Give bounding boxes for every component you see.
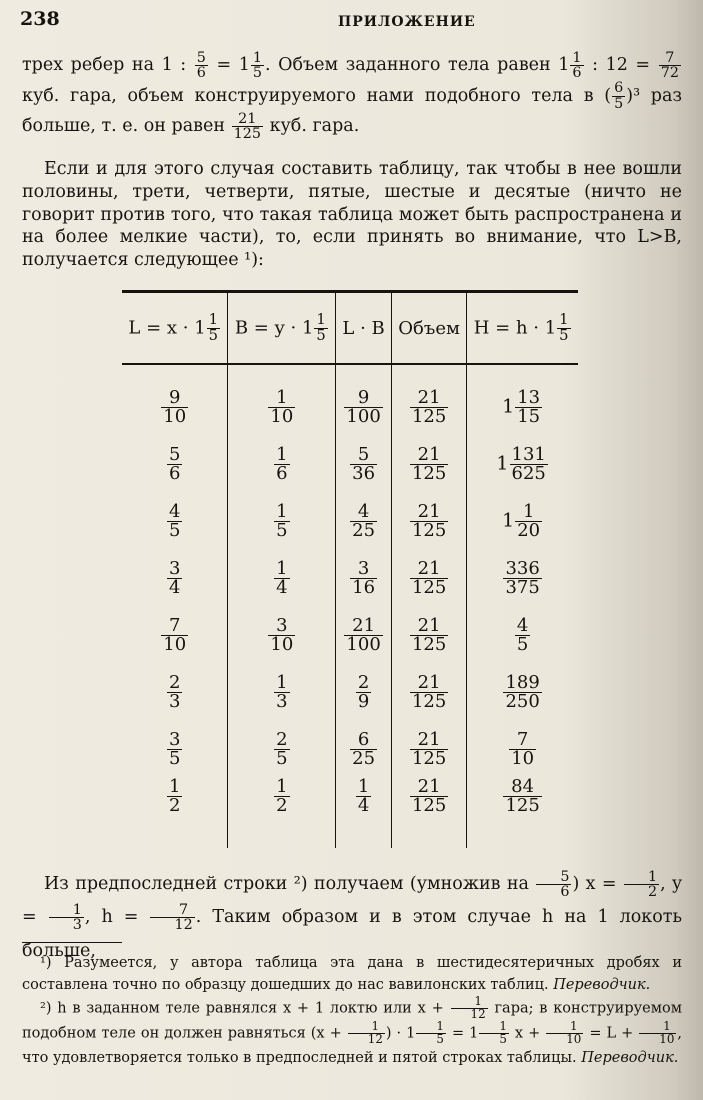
cell-width: [228, 493, 336, 550]
cell-area: [336, 493, 392, 550]
fraction: $\frac{1}{10}$: [270, 387, 294, 427]
cell-height: [467, 778, 578, 848]
paragraph-table-intro: Если и для этого случая составить таблицу, так чтобы в нее вошли половины, трети, четверти, пятые, шестые и десятые (ничто не говорит против того, что такая таблица может быть распространена и на более мелкие части), то, если принять во внимание, что L>B, получается следующее ¹):: [22, 159, 682, 270]
paragraph-volume: трех ребер на 1 : $\frac{5}{6}$ = 1 $\frac{1}{5}$ . Объем заданного тела равен 1 $\frac{1}{6}$ : 12 = $\frac{7}{72}$ куб. гара, объем конструируемого нами подобного тела в ( $\frac{6}{5}$ )³ раз больше, т. е. он равен $\frac{21}{125}$ куб. гара.: [22, 49, 682, 143]
fraction: $\frac{21}{125}$: [411, 729, 447, 769]
cell-area: [336, 664, 392, 721]
footnote-divider: [22, 942, 122, 943]
fraction: $\frac{1}{10}$: [639, 1021, 676, 1046]
fraction: $\frac{4}{25}$: [352, 501, 376, 541]
cell-area: [336, 550, 392, 607]
fraction: $\frac{7}{72}$: [660, 49, 679, 81]
fraction: $\frac{1}{3}$: [49, 903, 84, 933]
fraction: $\frac{1}{5}$: [276, 501, 288, 541]
fraction: $\frac{1}{6}$: [276, 444, 288, 484]
whole-part: 1: [496, 452, 509, 475]
fraction: $\frac{9}{100}$: [346, 387, 381, 427]
cell-area: [336, 379, 392, 436]
whole-part: 1: [502, 395, 515, 418]
fraction: $\frac{2}{5}$: [276, 729, 288, 769]
fraction: $\frac{21}{125}$: [411, 672, 447, 712]
whole-part: 1: [502, 509, 515, 532]
running-title: ПРИЛОЖЕНИЕ: [338, 14, 476, 30]
cell-area: [336, 607, 392, 664]
fraction: $\frac{1}{12}$: [451, 996, 488, 1021]
fraction: $\frac{21}{125}$: [411, 501, 447, 541]
cell-height: [467, 493, 578, 550]
fractions-table: [122, 290, 578, 848]
cell-width: [228, 607, 336, 664]
cell-width: [228, 664, 336, 721]
fraction: $\frac{6}{25}$: [352, 729, 376, 769]
fraction: $\frac{1}{12}$: [348, 1021, 385, 1046]
header-length: L = x · 1 $\frac{1}{5}$: [122, 292, 228, 365]
fraction: $\frac{21}{125}$: [411, 387, 447, 427]
translator-credit: Переводчик.: [553, 977, 651, 994]
cell-length: [122, 436, 228, 493]
fraction: $\frac{4}{5}$: [516, 615, 529, 655]
cell-volume: [392, 721, 467, 778]
fraction: $\frac{5}{36}$: [352, 444, 376, 484]
cell-volume: [392, 778, 467, 848]
cell-area: [336, 778, 392, 848]
fraction: $\frac{1}{4}$: [357, 776, 370, 816]
fraction: $\frac{3}{5}$: [169, 729, 181, 769]
fraction: $\frac{1}{4}$: [276, 558, 288, 598]
cell-volume: [392, 493, 467, 550]
cell-width: [228, 436, 336, 493]
fraction: $\frac{1}{2}$: [169, 776, 181, 816]
cell-height: [467, 550, 578, 607]
table-row: [122, 664, 578, 721]
fraction: $\frac{1}{5}$: [479, 1021, 509, 1046]
table-row: [122, 493, 578, 550]
fraction: $\frac{1}{5}$: [416, 1021, 446, 1046]
cell-width: [228, 550, 336, 607]
fraction: $\frac{21}{125}$: [233, 110, 261, 143]
fraction: $\frac{7}{10}$: [511, 729, 535, 769]
cell-length: [122, 664, 228, 721]
fraction: $\frac{1}{10}$: [546, 1021, 583, 1046]
fraction: $\frac{2}{9}$: [357, 672, 370, 712]
fraction: $\frac{84}{125}$: [505, 776, 540, 816]
table-row: [122, 607, 578, 664]
fraction: $\frac{6}{5}$: [614, 80, 624, 112]
table-row: [122, 550, 578, 607]
header-height: H = h · 1 $\frac{1}{5}$: [467, 292, 578, 365]
cell-width: [228, 379, 336, 436]
table-row: [122, 721, 578, 778]
cell-volume: [392, 550, 467, 607]
table-header-row: [122, 292, 578, 365]
fraction: $\frac{1}{5}$: [252, 49, 262, 81]
fraction: $\frac{9}{10}$: [163, 387, 187, 427]
fraction: $\frac{5}{6}$: [536, 870, 571, 900]
fraction: $\frac{21}{125}$: [411, 558, 447, 598]
page-header: [20, 4, 680, 34]
fraction: $\frac{336}{375}$: [505, 558, 540, 598]
cell-area: [336, 721, 392, 778]
fraction: $\frac{13}{15}$: [517, 387, 541, 427]
table-row: [122, 436, 578, 493]
fraction: $\frac{21}{125}$: [411, 776, 447, 816]
fraction: $\frac{1}{6}$: [572, 49, 582, 81]
fraction: $\frac{3}{16}$: [352, 558, 376, 598]
header-volume: Объем: [392, 292, 467, 365]
translator-credit: Переводчик.: [581, 1050, 679, 1067]
cell-area: [336, 436, 392, 493]
page-number: 238: [20, 8, 60, 30]
fraction: $\frac{4}{5}$: [169, 501, 181, 541]
cell-length: [122, 607, 228, 664]
fraction: $\frac{21}{100}$: [346, 615, 381, 655]
fraction: $\frac{7}{12}$: [150, 903, 194, 933]
cell-length: [122, 379, 228, 436]
fraction: $\frac{7}{10}$: [163, 615, 187, 655]
cell-height: [467, 664, 578, 721]
fraction: $\frac{5}{6}$: [196, 49, 206, 81]
cell-width: [228, 778, 336, 848]
fraction: $\frac{21}{125}$: [411, 615, 447, 655]
header-area: L · B: [336, 292, 392, 365]
fraction: $\frac{2}{3}$: [169, 672, 181, 712]
cell-volume: [392, 607, 467, 664]
fraction: $\frac{1}{2}$: [624, 870, 659, 900]
table-row: [122, 778, 578, 848]
footnote-1: ¹) Разумеется, у автора таблица эта дана в шестидесятеричных дробях и составлена точно по образцу дошедших до нас вавилонских таблиц. Переводчик.: [22, 955, 682, 994]
cell-volume: [392, 436, 467, 493]
cell-volume: [392, 664, 467, 721]
fraction: $\frac{1}{20}$: [517, 501, 541, 541]
footnote-2: ²) h в заданном теле равнялся x + 1 локтю или x + $\frac{1}{12}$ гара; в конструируемом подобном теле он должен равняться (x + $\frac{1}{12}$ ) · 1 $\frac{1}{5}$ = 1 $\frac{1}{5}$ x + $\frac{1}{10}$ = L + $\frac{1}{10}$ , что удовлетворяется только в предпоследней и пятой строках таблицы. Переводчик.: [22, 994, 683, 1067]
fraction: $\frac{3}{10}$: [270, 615, 294, 655]
cell-height: [467, 436, 578, 493]
fraction: $\frac{5}{6}$: [169, 444, 181, 484]
cell-width: [228, 721, 336, 778]
cell-height: [467, 607, 578, 664]
table-row: [122, 379, 578, 436]
paragraph-result: Из предпоследней строки ²) получаем (умножив на $\frac{5}{6}$ ) x = $\frac{1}{2}$ , y = $\frac{1}{3}$ , h = $\frac{7}{12}$ . Таким образом и в этом случае h на 1 локоть больше,: [22, 868, 682, 961]
cell-height: [467, 379, 578, 436]
fraction: $\frac{21}{125}$: [411, 444, 447, 484]
fraction: $\frac{131}{625}$: [511, 444, 546, 484]
cell-length: [122, 721, 228, 778]
cell-volume: [392, 379, 467, 436]
fraction: $\frac{189}{250}$: [505, 672, 540, 712]
cell-length: [122, 493, 228, 550]
fraction: $\frac{1}{3}$: [276, 672, 288, 712]
header-width: B = y · 1 $\frac{1}{5}$: [228, 292, 336, 365]
fraction: $\frac{3}{4}$: [169, 558, 181, 598]
fraction: $\frac{1}{2}$: [276, 776, 288, 816]
cell-length: [122, 550, 228, 607]
cell-length: [122, 778, 228, 848]
cell-height: [467, 721, 578, 778]
